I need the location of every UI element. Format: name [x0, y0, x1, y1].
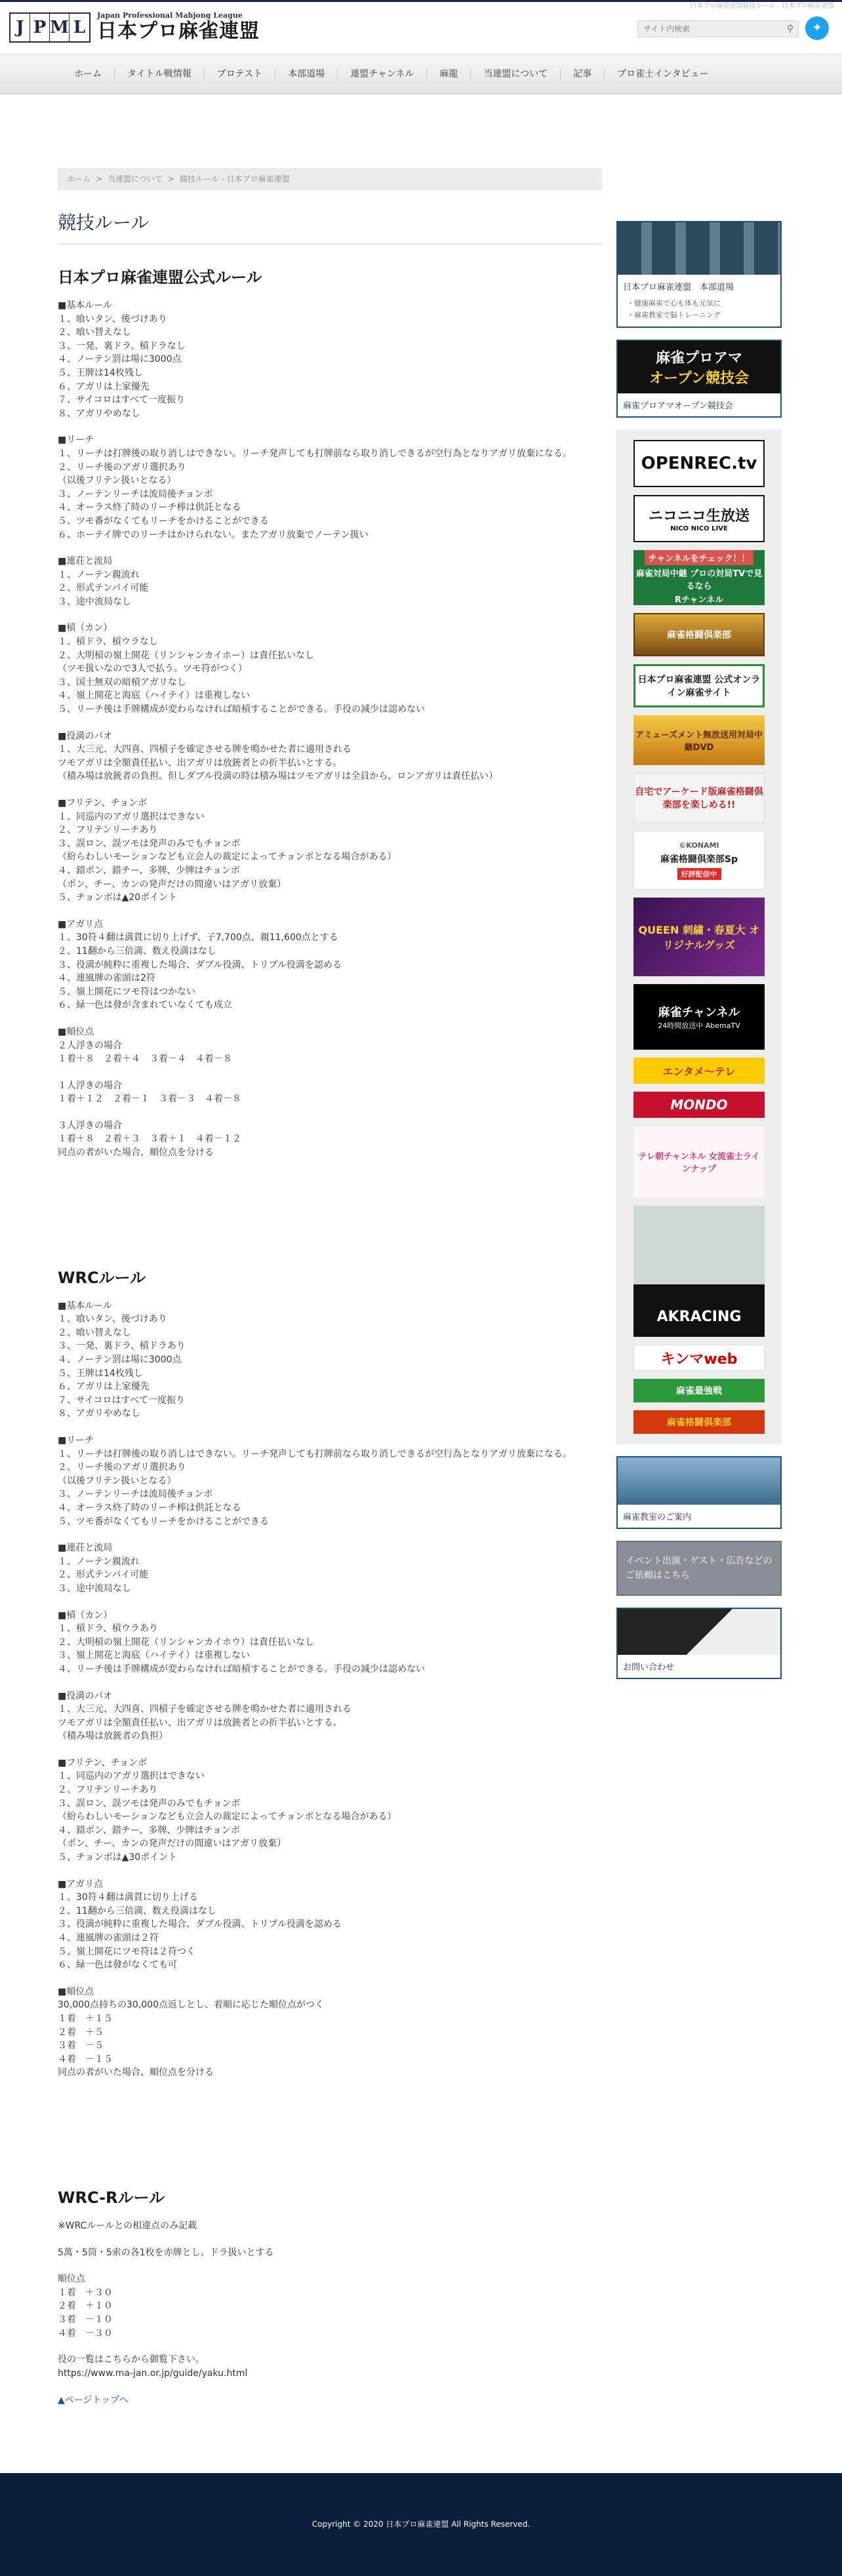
rule-line: ２、フリテンリーチあり — [58, 1785, 158, 1796]
jpml-online-banner[interactable]: 日本プロ麻雀連盟 公式オンライン麻雀サイト — [633, 664, 765, 707]
home-arcade-banner[interactable]: 自宅でアーケード版麻雀格闘倶楽部を楽しめる!! — [633, 773, 765, 823]
honbu-dojo-caption: 日本プロ麻雀連盟 本部道場 — [623, 283, 734, 292]
breadcrumb-separator: > — [167, 174, 174, 184]
open-competition-line2: オープン競技会 — [649, 370, 750, 387]
classroom-card[interactable] — [616, 1456, 782, 1529]
contact-card[interactable] — [616, 1608, 782, 1679]
rule-line: ３、誤ロン、誤ツモは発声のみでもチョンボ — [58, 838, 241, 849]
site-tagline: 日本プロ麻雀連盟競技ルール - 日本プロ麻雀連盟 — [690, 3, 834, 10]
abema-title: 麻雀チャンネル — [658, 1006, 740, 1020]
rule-line: ２着 ＋１０ — [58, 2301, 113, 2312]
dvd-banner[interactable]: アミューズメント無放送用対局中継DVD — [633, 715, 765, 765]
logo-letter-j: J — [10, 14, 30, 41]
section-title: WRC-Rルール — [58, 2188, 165, 2207]
rule-line: ツモアガリは全額責任払い、出アガリは放銃者との折半払いとする。 — [58, 757, 342, 768]
fight-club-red-banner[interactable]: 麻雀格闘倶楽部 — [633, 1410, 765, 1434]
open-competition-caption: 麻雀プロアマオープン競技会 — [623, 401, 733, 411]
nav-articles[interactable]: 記事 — [561, 68, 605, 80]
rule-line: ２、形式テンパイ可能 — [58, 1570, 149, 1581]
rule-line: （紛らわしいモーションなども立会人の裁定によってチョンボとなる場合がある） — [58, 1812, 397, 1823]
rule-line: ■アガリ点 — [58, 1878, 104, 1890]
rule-line: ２、リーチ後のアガリ選択あり — [58, 462, 186, 473]
rule-line: ５、嶺上開花にツモ符はつかない — [58, 986, 195, 997]
rule-line: １着 ＋１５ — [58, 2013, 113, 2024]
site-footer: Copyright © 2020 日本プロ麻雀連盟 All Rights Reserved. — [0, 2473, 842, 2576]
open-competition-card[interactable] — [616, 340, 782, 418]
rule-line: ６、ホーテイ牌でのリーチはかけられない。またアガリ放棄でノーテン扱い — [58, 529, 369, 540]
breadcrumb-home[interactable]: ホーム — [67, 174, 91, 184]
classroom-photo — [618, 1457, 780, 1505]
rule-line: ■フリテン、チョンボ — [58, 1757, 148, 1768]
rule-line: ■基本ルール — [58, 1300, 112, 1311]
logo-english: Japan Professional Mahjong League — [97, 11, 243, 20]
niconico-sub: NICO NICO LIVE — [670, 525, 728, 532]
rule-line: ４、ノーテン罰は場に3000点 — [58, 354, 182, 365]
rule-line: ４着 －３０ — [58, 2328, 113, 2339]
rule-line: １、ノーテン親流れ — [58, 569, 140, 580]
mondo-banner[interactable]: MONDO — [633, 1092, 765, 1118]
rule-block — [58, 1985, 602, 2080]
rule-line: ４、オーラス終了時のリーチ棒は供託となる — [58, 1502, 241, 1513]
rule-line: ※WRCルールとの相違点のみ記載 — [58, 2220, 197, 2231]
rule-block — [58, 1434, 602, 1528]
rule-line: ３、嶺上開花と海底（ハイテイ）は重複しない — [58, 1650, 251, 1661]
rule-line: １、ノーテン親流れ — [58, 1556, 140, 1567]
rule-block — [58, 1079, 602, 1106]
rule-line: 同点の者がいた場合、順位点を分ける — [58, 1147, 214, 1159]
rule-line: ツモアガリは全額責任払い、出アガリは放銃者との折半払いとする。 — [58, 1717, 342, 1728]
rule-line: ２着 ＋５ — [58, 2027, 104, 2038]
rule-line: ４、ノーテン罰は場に3000点 — [58, 1355, 182, 1366]
site-search — [637, 20, 799, 37]
r-channel-banner[interactable] — [633, 550, 765, 605]
logo-letter-m: M — [50, 14, 70, 41]
rule-line: ５、チョンボは▲30ポイント — [58, 1852, 178, 1863]
rule-block — [58, 918, 602, 1012]
rule-line: １着＋８ ２着＋３ ３着＋１ ４着－１２ — [58, 1134, 241, 1145]
rule-line: （積み場は放銃者の負担。但しダブル役満の時は積み場はツモアガリは全員から、ロンアガリは責任払い） — [58, 771, 498, 782]
rule-line: ２、フリテンリーチあり — [58, 825, 158, 836]
rule-block — [58, 1119, 602, 1160]
rule-line: 同点の者がいた場合、順位点を分ける — [58, 2067, 214, 2078]
search-icon[interactable]: ⚲ — [786, 24, 794, 34]
logo-text — [97, 11, 260, 43]
nav-title-info[interactable]: タイトル戦情報 — [115, 68, 205, 80]
rule-line: ■基本ルール — [58, 300, 112, 311]
rule-block — [58, 1299, 602, 1421]
nav-home[interactable]: ホーム — [62, 68, 115, 80]
rule-line: ２、形式テンパイ可能 — [58, 583, 149, 594]
section-title: WRCルール — [58, 1268, 146, 1287]
classroom-caption: 麻雀教室のご案内 — [623, 1513, 692, 1522]
konami-title: 麻雀格闘倶楽部Sp — [660, 854, 738, 865]
rule-line: ■順位点 — [58, 1026, 94, 1037]
rule-line[interactable]: https://www.ma-jan.or.jp/guide/yaku.html — [58, 2368, 248, 2379]
twitter-icon[interactable]: ✦ — [805, 16, 829, 40]
queen-goods-banner[interactable]: QUEEN 刺繍・春夏大 オリジナルグッズ — [633, 898, 765, 976]
nav-interview[interactable]: プロ雀士インタビュー — [617, 69, 709, 79]
rule-line: ５、王牌は14枚残し — [58, 1368, 143, 1379]
breadcrumb — [58, 168, 602, 190]
rule-line: ２、リーチ後のアガリ選択あり — [58, 1462, 186, 1473]
konami-tag: 好評配信中 — [677, 868, 721, 880]
rule-line: ３、誤ロン、誤ツモは発声のみでもチョンボ — [58, 1798, 241, 1809]
rule-block — [58, 730, 602, 783]
openrec-banner[interactable]: OPENREC.tv — [633, 440, 765, 487]
rule-line: ３、役満が純粋に重複した場合、ダブル役満、トリプル役満を認める — [58, 1919, 342, 1930]
rule-line: ３、ノーテンリーチは流局後チョンボ — [58, 488, 213, 500]
rule-line: （ポン、チー、カンの発声だけの間違いはアガリ放棄） — [58, 1838, 287, 1850]
rule-line: １、30符４翻は満貫に切り上げる — [58, 1892, 198, 1903]
rule-line: ５、嶺上開花にツモ符は２符つく — [58, 1946, 195, 1957]
entertele-banner[interactable]: エンタメ〜テレ — [633, 1058, 765, 1084]
rule-line: １、喰いタン、後づけあり — [58, 1314, 167, 1325]
honbu-dojo-photo — [618, 222, 780, 275]
open-competition-line1: 麻雀プロアマ — [655, 350, 742, 367]
rule-line: （ポン、チー、カンの発声だけの間違いはアガリ放棄） — [58, 879, 287, 890]
r-channel-body: 麻雀対局中継 プロの対局TVで見るなら — [635, 569, 763, 591]
rule-line: ■リーチ — [58, 1435, 94, 1446]
abema-sub: 24時間放送中 AbemaTV — [658, 1021, 740, 1030]
rule-line: ■リーチ — [58, 435, 94, 446]
rule-block — [58, 1878, 602, 1972]
niconico-banner[interactable] — [633, 495, 765, 542]
page-top-link[interactable]: ▲ページトップへ — [58, 2395, 129, 2406]
konami-sp-banner[interactable] — [633, 831, 765, 890]
rule-line: ６、緑一色は發がなくても可 — [58, 1960, 177, 1971]
rule-line: １人浮きの場合 — [58, 1080, 122, 1091]
rule-line: ４、リーチ後は手牌構成が変わらなければ暗槓することができる。手役の減少は認めない — [58, 1663, 425, 1674]
main-nav — [0, 54, 842, 94]
rule-line: ３、国士無双の暗槓アガリなし — [58, 677, 186, 688]
rule-line: ３着 －１０ — [58, 2314, 113, 2325]
rule-line: ２、11翻から三倍満、数え役満はなし — [58, 945, 216, 957]
page-title: 競技ルール — [58, 208, 602, 245]
rule-line: １、喰いタン、後づけあり — [58, 313, 167, 325]
rule-line: ３、一発、裏ドラ、槓ドラなし — [58, 340, 186, 351]
rule-block — [58, 1025, 602, 1066]
rule-line: １、槓ドラ、槓ウラなし — [58, 637, 158, 648]
honbu-dojo-card[interactable] — [616, 221, 782, 328]
rule-block — [58, 622, 602, 716]
konami-brand: ©KONAMI — [679, 841, 719, 850]
nav-channel[interactable]: 連盟チャンネル — [338, 68, 427, 80]
rule-line: ２、大明槓の嶺上開花（リンシャンカイホー）は責任払いなし — [58, 650, 314, 661]
breadcrumb-about[interactable]: 当連盟について — [108, 174, 163, 184]
nav-about[interactable]: 当連盟について — [471, 68, 561, 80]
rule-line: ５、ツモ番がなくてもリーチをかけることができる — [58, 1516, 269, 1527]
rule-line: ■槓（カン） — [58, 1610, 113, 1621]
rule-line: ４、錯ポン、錯チー、多牌、少牌はチョンボ — [58, 865, 240, 876]
rule-block — [58, 555, 602, 608]
rule-block — [58, 1541, 602, 1595]
tv-asahi-banner[interactable]: テレ朝チャンネル 女流雀士ラインナップ — [633, 1126, 765, 1198]
rule-line: （積み場は放銃者の負担） — [58, 1731, 168, 1742]
rule-line: ４、嶺上開花と海底（ハイテイ）は重複しない — [58, 690, 251, 702]
rule-line: ２、喰い替えなし — [58, 1327, 131, 1338]
rule-line: １着 ＋３０ — [58, 2287, 113, 2298]
rule-line: （以後フリテン扱いとなる） — [58, 1475, 176, 1486]
rule-line: ■槓（カン） — [58, 623, 113, 634]
rule-line: （ツモ扱いなので3人で払う。ツモ符がつく） — [58, 664, 247, 675]
rule-line: （以後フリテン扱いとなる） — [58, 475, 176, 486]
rule-line: ５、ツモ番がなくてもリーチをかけることができる — [58, 515, 269, 526]
honbu-dojo-item: ・健康麻雀で心も体も元気に — [627, 299, 721, 307]
logo-letter-p: P — [30, 14, 50, 41]
rule-line: ■フリテン、チョンボ — [58, 798, 148, 808]
rule-line: １、リーチは打牌後の取り消しはできない。リーチ発声しても打牌前なら取り消しできるが空行為となりアガリ放棄になる。 — [58, 448, 572, 459]
rule-line: １、同巡内のアガリ選択はできない — [58, 811, 205, 822]
rule-line: ■役満のパオ — [58, 730, 113, 742]
rule-line: ６、アガリは上家優先 — [58, 1381, 150, 1393]
rule-line: ３着 －５ — [58, 2040, 104, 2051]
event-request-button[interactable]: イベント出演・ゲスト・広告などのご依頼はこちら — [616, 1541, 782, 1596]
breadcrumb-current: 競技ルール - 日本プロ麻雀連盟 — [179, 174, 290, 184]
rule-line: ５、王牌は14枚残し — [58, 367, 143, 378]
rule-line: １着＋８ ２着＋４ ３着－４ ４着－８ — [58, 1054, 232, 1065]
rule-block — [58, 2272, 602, 2340]
r-channel-logo: Rチャンネル — [674, 595, 724, 605]
rule-line: ■順位点 — [58, 1986, 94, 1997]
rule-line: ３、途中流局なし — [58, 1583, 131, 1594]
site-logo[interactable] — [9, 11, 260, 43]
akracing-banner[interactable]: AKRACING — [633, 1206, 765, 1337]
partner-banners — [616, 429, 782, 1444]
section-title: 日本プロ麻雀連盟公式ルール — [58, 268, 262, 287]
rule-line: ■アガリ点 — [58, 919, 104, 930]
rule-line: ■役満のパオ — [58, 1690, 113, 1701]
section-spacer — [58, 1173, 602, 1245]
contact-photo — [618, 1609, 780, 1655]
rule-line: ４、錯ポン、錯チー、多牌、少牌はチョンボ — [58, 1825, 240, 1836]
rule-line: ４、連風牌の雀頭は２符 — [58, 1933, 159, 1943]
rule-line: ７、サイコロはすべて一度振り — [58, 395, 186, 406]
rule-line: ■連荘と流局 — [58, 556, 113, 567]
nav-honbu-dojo[interactable]: 本部道場 — [275, 68, 338, 80]
site-header — [0, 0, 842, 54]
rule-line: ３人浮きの場合 — [58, 1120, 122, 1131]
nav-maryu[interactable]: 麻龍 — [427, 68, 471, 80]
rule-line: ４、連風牌の雀頭は2符 — [58, 973, 155, 984]
rule-line: 5萬・5筒・5索の各1枚を赤牌とし、ドラ扱いとする — [58, 2247, 274, 2258]
rule-line: ８、アガリやめなし — [58, 408, 140, 419]
search-input[interactable] — [638, 21, 782, 37]
logo-japanese: 日本プロ麻雀連盟 — [97, 20, 260, 43]
rule-line: ２人浮きの場合 — [58, 1040, 122, 1051]
contact-caption: お問い合わせ — [623, 1663, 675, 1673]
rule-block — [58, 1756, 602, 1865]
rule-block — [58, 1609, 602, 1676]
rule-line: 30,000点持ちの30,000点返しとし、着順に応じた順位点がつく — [58, 2000, 324, 2011]
niconico-title: ニコニコ生放送 — [648, 508, 750, 525]
rule-line: ２、喰い替えなし — [58, 327, 131, 338]
rule-block — [58, 2353, 602, 2380]
rule-line: ６、緑一色は發が含まれていなくても成立 — [58, 1000, 232, 1011]
rule-line: ４着 －１５ — [58, 2053, 113, 2065]
rule-line: １着＋１２ ２着－１ ３着－３ ４着－８ — [58, 1094, 241, 1105]
rule-line: １、槓ドラ、槓ウラあり — [58, 1623, 158, 1635]
rule-line: 役の一覧はこちらから御覧下さい。 — [58, 2354, 205, 2366]
rule-line: （紛らわしいモーションなども立会人の裁定によってチョンボとなる場合がある） — [58, 852, 397, 863]
rule-block — [58, 797, 602, 905]
nav-pro-test[interactable]: プロテスト — [205, 68, 275, 80]
rule-block — [58, 299, 602, 420]
logo-mark — [9, 12, 90, 43]
rule-block — [58, 433, 602, 542]
open-competition-banner — [618, 341, 780, 393]
rule-line: ２、大明槓の嶺上開花（リンシャンカイホウ）は責任払いなし — [58, 1636, 314, 1648]
rules-sections — [58, 264, 602, 2380]
rule-line: ３、途中流局なし — [58, 596, 131, 607]
abema-banner[interactable] — [633, 984, 765, 1050]
breadcrumb-separator: > — [96, 174, 103, 184]
rule-line: ３、一発、裏ドラ、槓ドラあり — [58, 1341, 186, 1352]
rule-line: ７、サイコロはすべて一度振り — [58, 1395, 186, 1406]
rule-line: ３、役満が純粋に重複した場合、ダブル役満、トリプル役満を認める — [58, 959, 342, 970]
rule-line: １、同巡内のアガリ選択はできない — [58, 1771, 205, 1782]
kinma-web-banner[interactable]: キンマweb — [633, 1345, 765, 1371]
rule-block — [58, 1690, 602, 1743]
saikyosen-banner[interactable]: 麻雀最強戦 — [633, 1379, 765, 1402]
rule-line: １、大三元、大四喜、四槓子を確定させる牌を鳴かせた者に適用される — [58, 744, 351, 755]
logo-letter-l: L — [73, 17, 86, 37]
main-content — [58, 168, 602, 2406]
honbu-dojo-item: ・麻雀教室で脳トレーニング — [627, 311, 721, 319]
rule-line: ８、アガリやめなし — [58, 1408, 140, 1419]
rule-line: ６、アガリは上家優先 — [58, 381, 150, 392]
rule-line: ２、11翻から三倍満、数え役満はなし — [58, 1905, 216, 1916]
rule-block — [58, 2246, 602, 2260]
section-spacer — [58, 2093, 602, 2165]
rule-line: 順位点 — [58, 2274, 85, 2285]
rule-line: ■連荘と流局 — [58, 1543, 113, 1554]
sidebar — [616, 221, 782, 1691]
rule-line: １、30符４翻は満貫に切り上げず、子7,700点、親11,600点とする — [58, 932, 338, 943]
rule-line: １、リーチは打牌後の取り消しはできない。リーチ発声しても打牌前なら取り消しできるが空行為となりアガリ放棄になる。 — [58, 1448, 572, 1459]
mahjong-fight-club-banner[interactable]: 麻雀格闘倶楽部 — [633, 613, 765, 656]
honbu-dojo-list — [618, 298, 780, 327]
rule-line: １、大三元、大四喜、四槓子を確定させる牌を鳴かせた者に適用される — [58, 1704, 351, 1715]
rule-line: ３、ノーテンリーチは流局後チョンボ — [58, 1489, 213, 1500]
rule-block — [58, 2219, 602, 2233]
rule-line: ５、チョンボは▲20ポイント — [58, 892, 178, 903]
r-channel-title: チャンネルをチェック！！ — [645, 550, 754, 565]
rule-line: ４、オーラス終了時のリーチ棒は供託となる — [58, 502, 241, 513]
rule-line: ５、リーチ後は手牌構成が変わらなければ暗槓することができる。手役の減少は認めない — [58, 704, 425, 715]
